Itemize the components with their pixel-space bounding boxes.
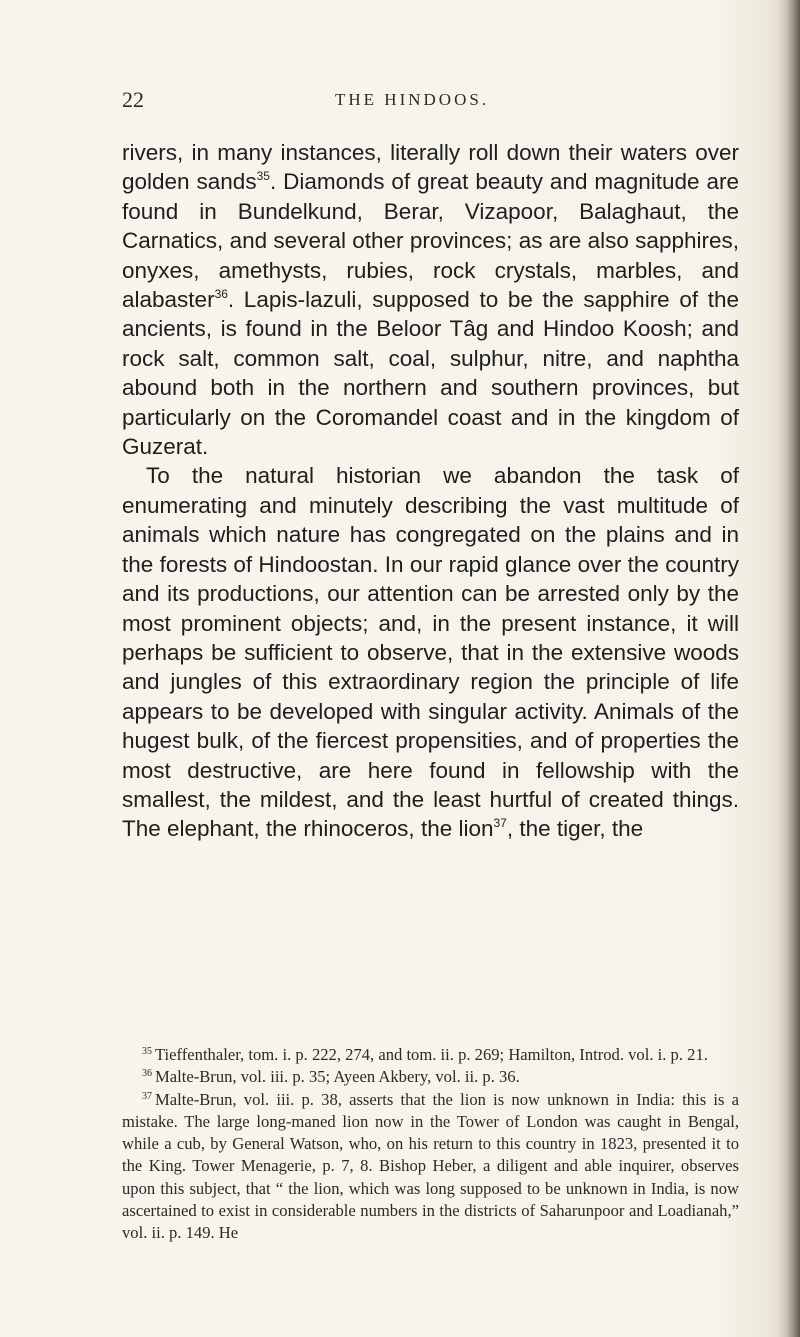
page-header	[0, 87, 800, 117]
footnote-text: Malte-Brun, vol. iii. p. 35; Ayeen Akbery, vol. ii. p. 36.	[155, 1067, 520, 1087]
footnote-text: Malte-Brun, vol. iii. p. 38, asserts that the lion is now unknown in India: this is a mistake. The large long-maned lion now in the Tower of London was caught in Bengal, while a cub, by General Watson, who, on his return to this country in 1823, presented it to the King. Tower Menagerie, p. 7, 8. Bishop Heber, a diligent and able inquirer, observes upon this subject, that “ the lion, which was long supposed to be unknown in India, is now ascertained to exist in considerable numbers in the districts of Saharunpoor and Loadianah,” vol. ii. p. 149. He	[122, 1089, 739, 1243]
footnote-ref: 36	[214, 287, 228, 302]
footnote-number: 35	[142, 1046, 152, 1057]
text-run: To the natural historian we abandon the task of enumerating and minutely describing the vast multitude of animals which nature has congregated on the plains and in the forests of Hindoostan. In our rapid glance over the country and its productions, our attention can be arrested only by the most prominent objects; and, in the present instance, it will perhaps be sufficient to observe, that in the extensive woods and jungles of this extraordinary region the principle of life appears to be developed with singular activity. Animals of the hugest bulk, of the fiercest propensities, and of properties the most destructive, are here found in fellowship with the smallest, the mildest, and the least hurtful of created things. The elephant, the rhinoceros, the lion	[122, 463, 739, 842]
text-run: . Lapis-lazuli, supposed to be the sapphire of the ancients, is found in the Beloor Tâg and Hindoo Koosh; and rock salt, common salt, coal, sulphur, nitre, and naphtha abound both in the northern and southern provinces, but particularly on the Coromandel coast and in the kingdom of Guzerat.	[122, 287, 739, 460]
footnote-ref: 37	[493, 816, 507, 831]
footnote-ref: 35	[256, 169, 270, 184]
page-edge-shadow	[778, 0, 800, 1337]
paragraph	[122, 461, 739, 843]
footnote-number: 36	[142, 1068, 152, 1080]
footnote-number: 37	[142, 1090, 152, 1102]
text-run: rivers, in many instances, literally roll down their waters over golden sands	[122, 140, 739, 195]
running-head: THE HINDOOS.	[335, 90, 490, 109]
footnote	[122, 1089, 739, 1245]
footnotes	[122, 1044, 739, 1245]
main-text	[122, 138, 739, 844]
footnote	[122, 1066, 739, 1088]
footnote-text: Tieffenthaler, tom. i. p. 222, 274, and tom. ii. p. 269; Hamilton, Introd. vol. i. p. 21.	[155, 1045, 708, 1064]
text-run: . Diamonds of great beauty and magnitude are found in Bundelkund, Berar, Vizapoor, Balaghaut, the Carnatics, and several other provinces; as are also sapphires, onyxes, amethysts, rubies, rock crystals, marbles, and alabaster	[122, 169, 739, 313]
text-run: , the tiger, the	[506, 816, 644, 842]
page-number: 22	[122, 87, 144, 112]
paragraph	[122, 138, 739, 461]
footnote	[122, 1044, 739, 1066]
